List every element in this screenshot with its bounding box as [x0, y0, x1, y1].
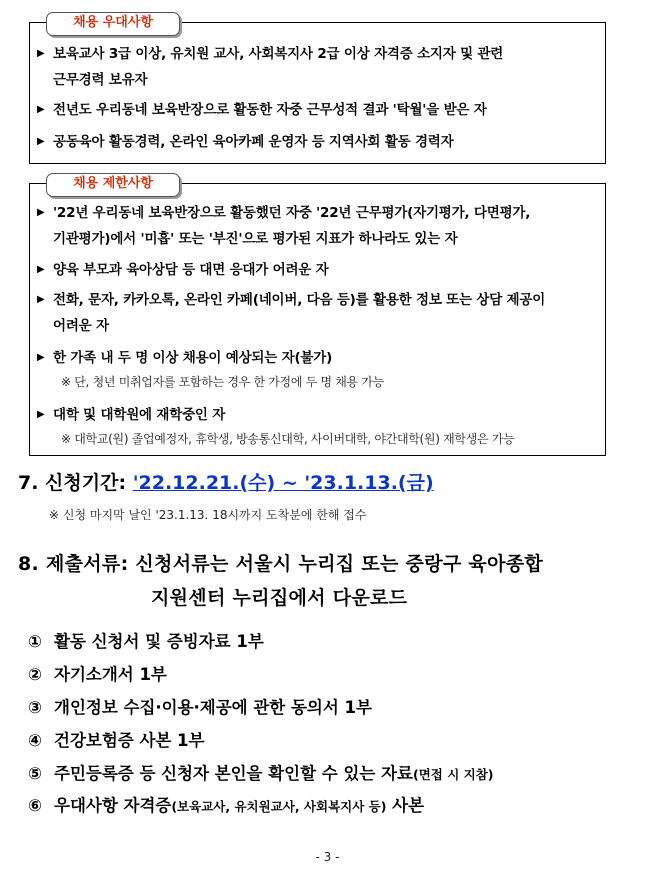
- document-item: ② 자기소개서 1부: [28, 665, 167, 684]
- document-item: ③ 개인정보 수집·이용·제공에 관한 동의서 1부: [28, 698, 372, 717]
- preference-item: ▶ 보육교사 3급 이상, 유치원 교사, 사회복지사 2급 이상 자격증 소지자 및 관련 근무경력 보유자: [37, 41, 598, 93]
- preference-item: ▶ 공동육아 활동경력, 온라인 육아카페 운영자 등 지역사회 활동 경력자: [37, 129, 598, 155]
- preference-item: ▶ 전년도 우리동네 보육반장으로 활동한 자중 근무성적 결과 '탁월'을 받은 자: [37, 97, 598, 123]
- page-number: - 3 -: [315, 850, 340, 864]
- section-7-note: ※ 신청 마지막 날인 '23.1.13. 18시까지 도착분에 한해 접수: [49, 508, 367, 522]
- document-item: ④ 건강보험증 사본 1부: [28, 731, 205, 750]
- right-triangle-icon: ▶: [37, 104, 45, 115]
- document-item: ① 활동 신청서 및 증빙자료 1부: [28, 632, 264, 651]
- right-triangle-icon: ▶: [37, 352, 45, 363]
- right-triangle-icon: ▶: [37, 48, 45, 59]
- preference-label: 채용 우대사항: [46, 12, 180, 36]
- right-triangle-icon: ▶: [37, 207, 45, 218]
- section-8-heading: 8. 제출서류: 신청서류는 서울시 누리집 또는 중랑구 육아종합: [18, 553, 544, 575]
- restriction-item: ▶ 전화, 문자, 카카오톡, 온라인 카페(네이버, 다음 등)를 활용한 정보 또는 상담 제공이 어려운 자: [37, 287, 598, 339]
- right-triangle-icon: ▶: [37, 136, 45, 147]
- document-item: ⑤ 주민등록증 등 신청자 본인을 확인할 수 있는 자료(면접 시 지참): [28, 764, 494, 783]
- restriction-item: ▶ 대학 및 대학원에 재학중인 자 ※ 대학교(원) 졸업예정자, 휴학생, 방송통신대학, 사이버대학, 야간대학(원) 재학생은 가능: [37, 402, 598, 450]
- restriction-item: ▶ 한 가족 내 두 명 이상 채용이 예상되는 자(불가) ※ 단, 청년 미취업자를 포함하는 경우 한 가정에 두 명 채용 가능: [37, 345, 598, 393]
- restriction-note: ※ 대학교(원) 졸업예정자, 휴학생, 방송통신대학, 사이버대학, 야간대학(원) 재학생은 가능: [61, 432, 515, 446]
- section-8-heading-cont: 지원센터 누리집에서 다운로드: [151, 587, 408, 609]
- right-triangle-icon: ▶: [37, 294, 45, 305]
- document-item: ⑥ 우대사항 자격증(보육교사, 유치원교사, 사회복지사 등) 사본: [28, 796, 425, 815]
- restriction-note: ※ 단, 청년 미취업자를 포함하는 경우 한 가정에 두 명 채용 가능: [61, 375, 384, 389]
- restriction-label: 채용 제한사항: [46, 173, 180, 197]
- section-7-heading: 7. 신청기간: '22.12.21.(수) ~ '23.1.13.(금): [18, 472, 434, 494]
- right-triangle-icon: ▶: [37, 409, 45, 420]
- application-period: '22.12.21.(수) ~ '23.1.13.(금): [132, 472, 434, 494]
- right-triangle-icon: ▶: [37, 264, 45, 275]
- restriction-item: ▶ 양육 부모과 육아상담 등 대면 응대가 어려운 자: [37, 257, 598, 283]
- restriction-item: ▶ '22년 우리동네 보육반장으로 활동했던 자중 '22년 근무평가(자기평가, 다면평가, 기관평가)에서 '미흡' 또는 '부진'으로 평가된 지표가 하나라도 있는 자: [37, 200, 598, 252]
